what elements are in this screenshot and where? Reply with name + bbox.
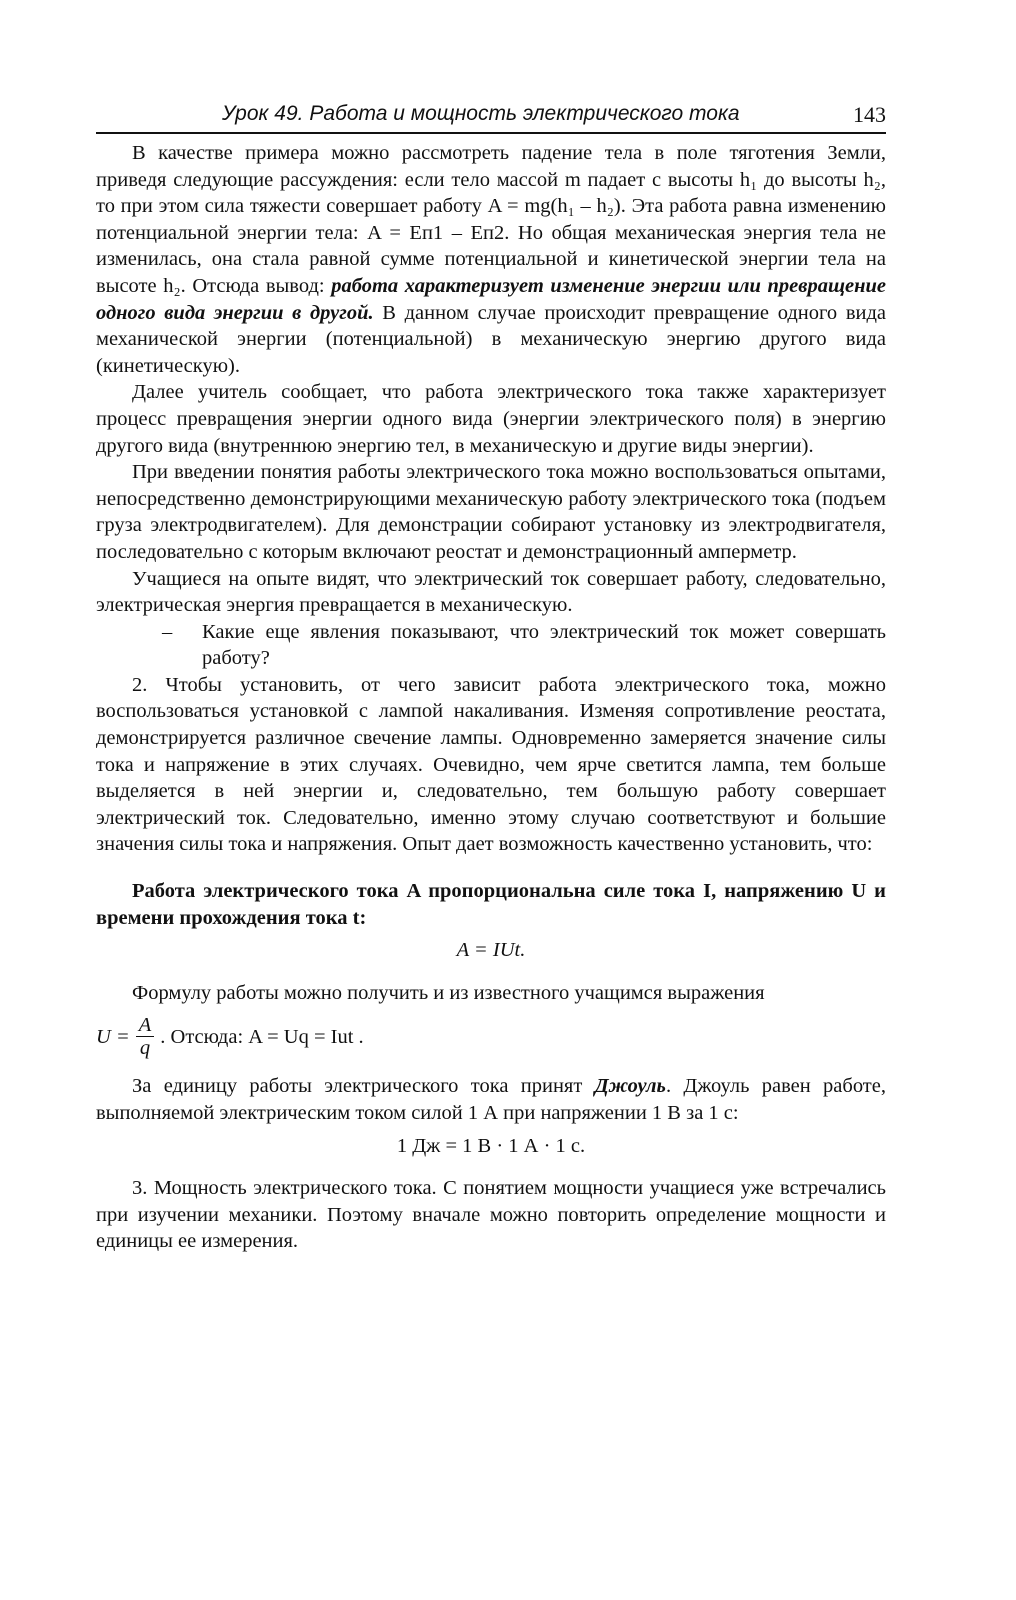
paragraph-gravity-example [96, 140, 886, 379]
fraction-denominator: q [139, 1037, 151, 1060]
paragraph-lamp-experiment: 2. Чтобы установить, от чего зависит работа электрического тока, можно воспользоваться установкой с лампой накаливания. Изменяя сопротивление реостата, демонстрируется различное свечение лампы. Одновременно замеряется значение силы тока и напряжение в этих случаях. Очевидно, чем ярче светится лампа, тем больше выделяется в ней энергии и, следовательно, тем большую работу совершает электрический ток. Следовательно, именно этому случаю соответствуют и большие значения силы тока и напряжения. Опыт дает возможность качественно установить, что: [96, 673, 886, 856]
formula-lhs: U = [96, 1025, 130, 1048]
paragraph-text: В данном случае происходит превращение одного вида механической энергии (потенциальной) в механическую энергию другого вида (кинетическую). [96, 301, 887, 377]
formula-work: A = IUt. [456, 939, 526, 962]
paragraph-joule-unit [96, 1073, 886, 1126]
rule-statement: Работа электрического тока A пропорциональна силе тока I, напряжению U и времени прохождения тока t: [96, 880, 886, 929]
question-text: Какие еще явления показывают, что электрический ток может совершать работу? [202, 620, 886, 670]
fraction-numerator: A [136, 1014, 155, 1037]
header-title: Урок 49. Работа и мощность электрического тока [222, 102, 740, 125]
paragraph-experiment-setup: При введении понятия работы электрического тока можно воспользоваться опытами, непосредственно демонстрирующими механическую работу электрического тока (подъем груза электродвигателем). Для демонстрации собирают установку из электродвигателя, последовательно с которым включают реостат и демонстрационный амперметр. [96, 461, 886, 563]
emphasis-text: работа характеризует изменение энергии или превращение одного вида энергии в другой. [96, 274, 886, 324]
formula-joule: 1 Дж = 1 В · 1 А · 1 с. [396, 1134, 586, 1157]
paragraph-energy-conversion: Далее учитель сообщает, что работа электрического тока также характеризует процесс превращения энергии одного вида (энергии электрического поля) в энергию другого вида (внутреннюю энергию тел, в механическую и другие виды энергии). [96, 381, 886, 457]
paragraph-observation: Учащиеся на опыте видят, что электрический ток совершает работу, следовательно, электрическая энергия превращается в механическую. [96, 567, 886, 617]
question-item [162, 619, 886, 672]
dash-marker: – [162, 620, 173, 643]
running-header [96, 98, 886, 134]
formula-voltage [96, 1014, 886, 1059]
paragraph-power: 3. Мощность электрического тока. С понятием мощности учащиеся уже встречались при изучении механики. Поэтому вначале можно повторить определение мощности и единицы ее измерения. [96, 1177, 886, 1253]
formula-rhs: . Отсюда: A = Uq = Iut . [160, 1025, 364, 1048]
fraction [136, 1014, 155, 1059]
emphasis-text: Джоуль [594, 1075, 666, 1098]
paragraph-text: За единицу работы электрического тока принят [132, 1075, 595, 1098]
paragraph-text: . Джоуль равен работе, выполняемой электрическим током силой 1 А при напряжении 1 В за 1 с: [96, 1075, 886, 1124]
paragraph-formula-derivation: Формулу работы можно получить и из известного учащимся выражения [132, 981, 765, 1004]
page-number: 143 [853, 102, 886, 127]
page-body [96, 140, 886, 1255]
paragraph-text: В качестве примера можно рассмотреть падение тела в поле тяготения Земли, приведя следующие рассуждения: если тело массой m падает с высоты h₁ до высоты h₂, то при этом сила тяжести совершает работу A = mg(h₁ – h₂). Эта работа равна изменению потенциальной энергии тела: A = Eп1 – Eп2. Но общая механическая энергия тела не изменилась, она стала равной сумме потенциальной и кинетической энергии тела на высоте h₂. Отсюда вывод: [96, 142, 886, 297]
